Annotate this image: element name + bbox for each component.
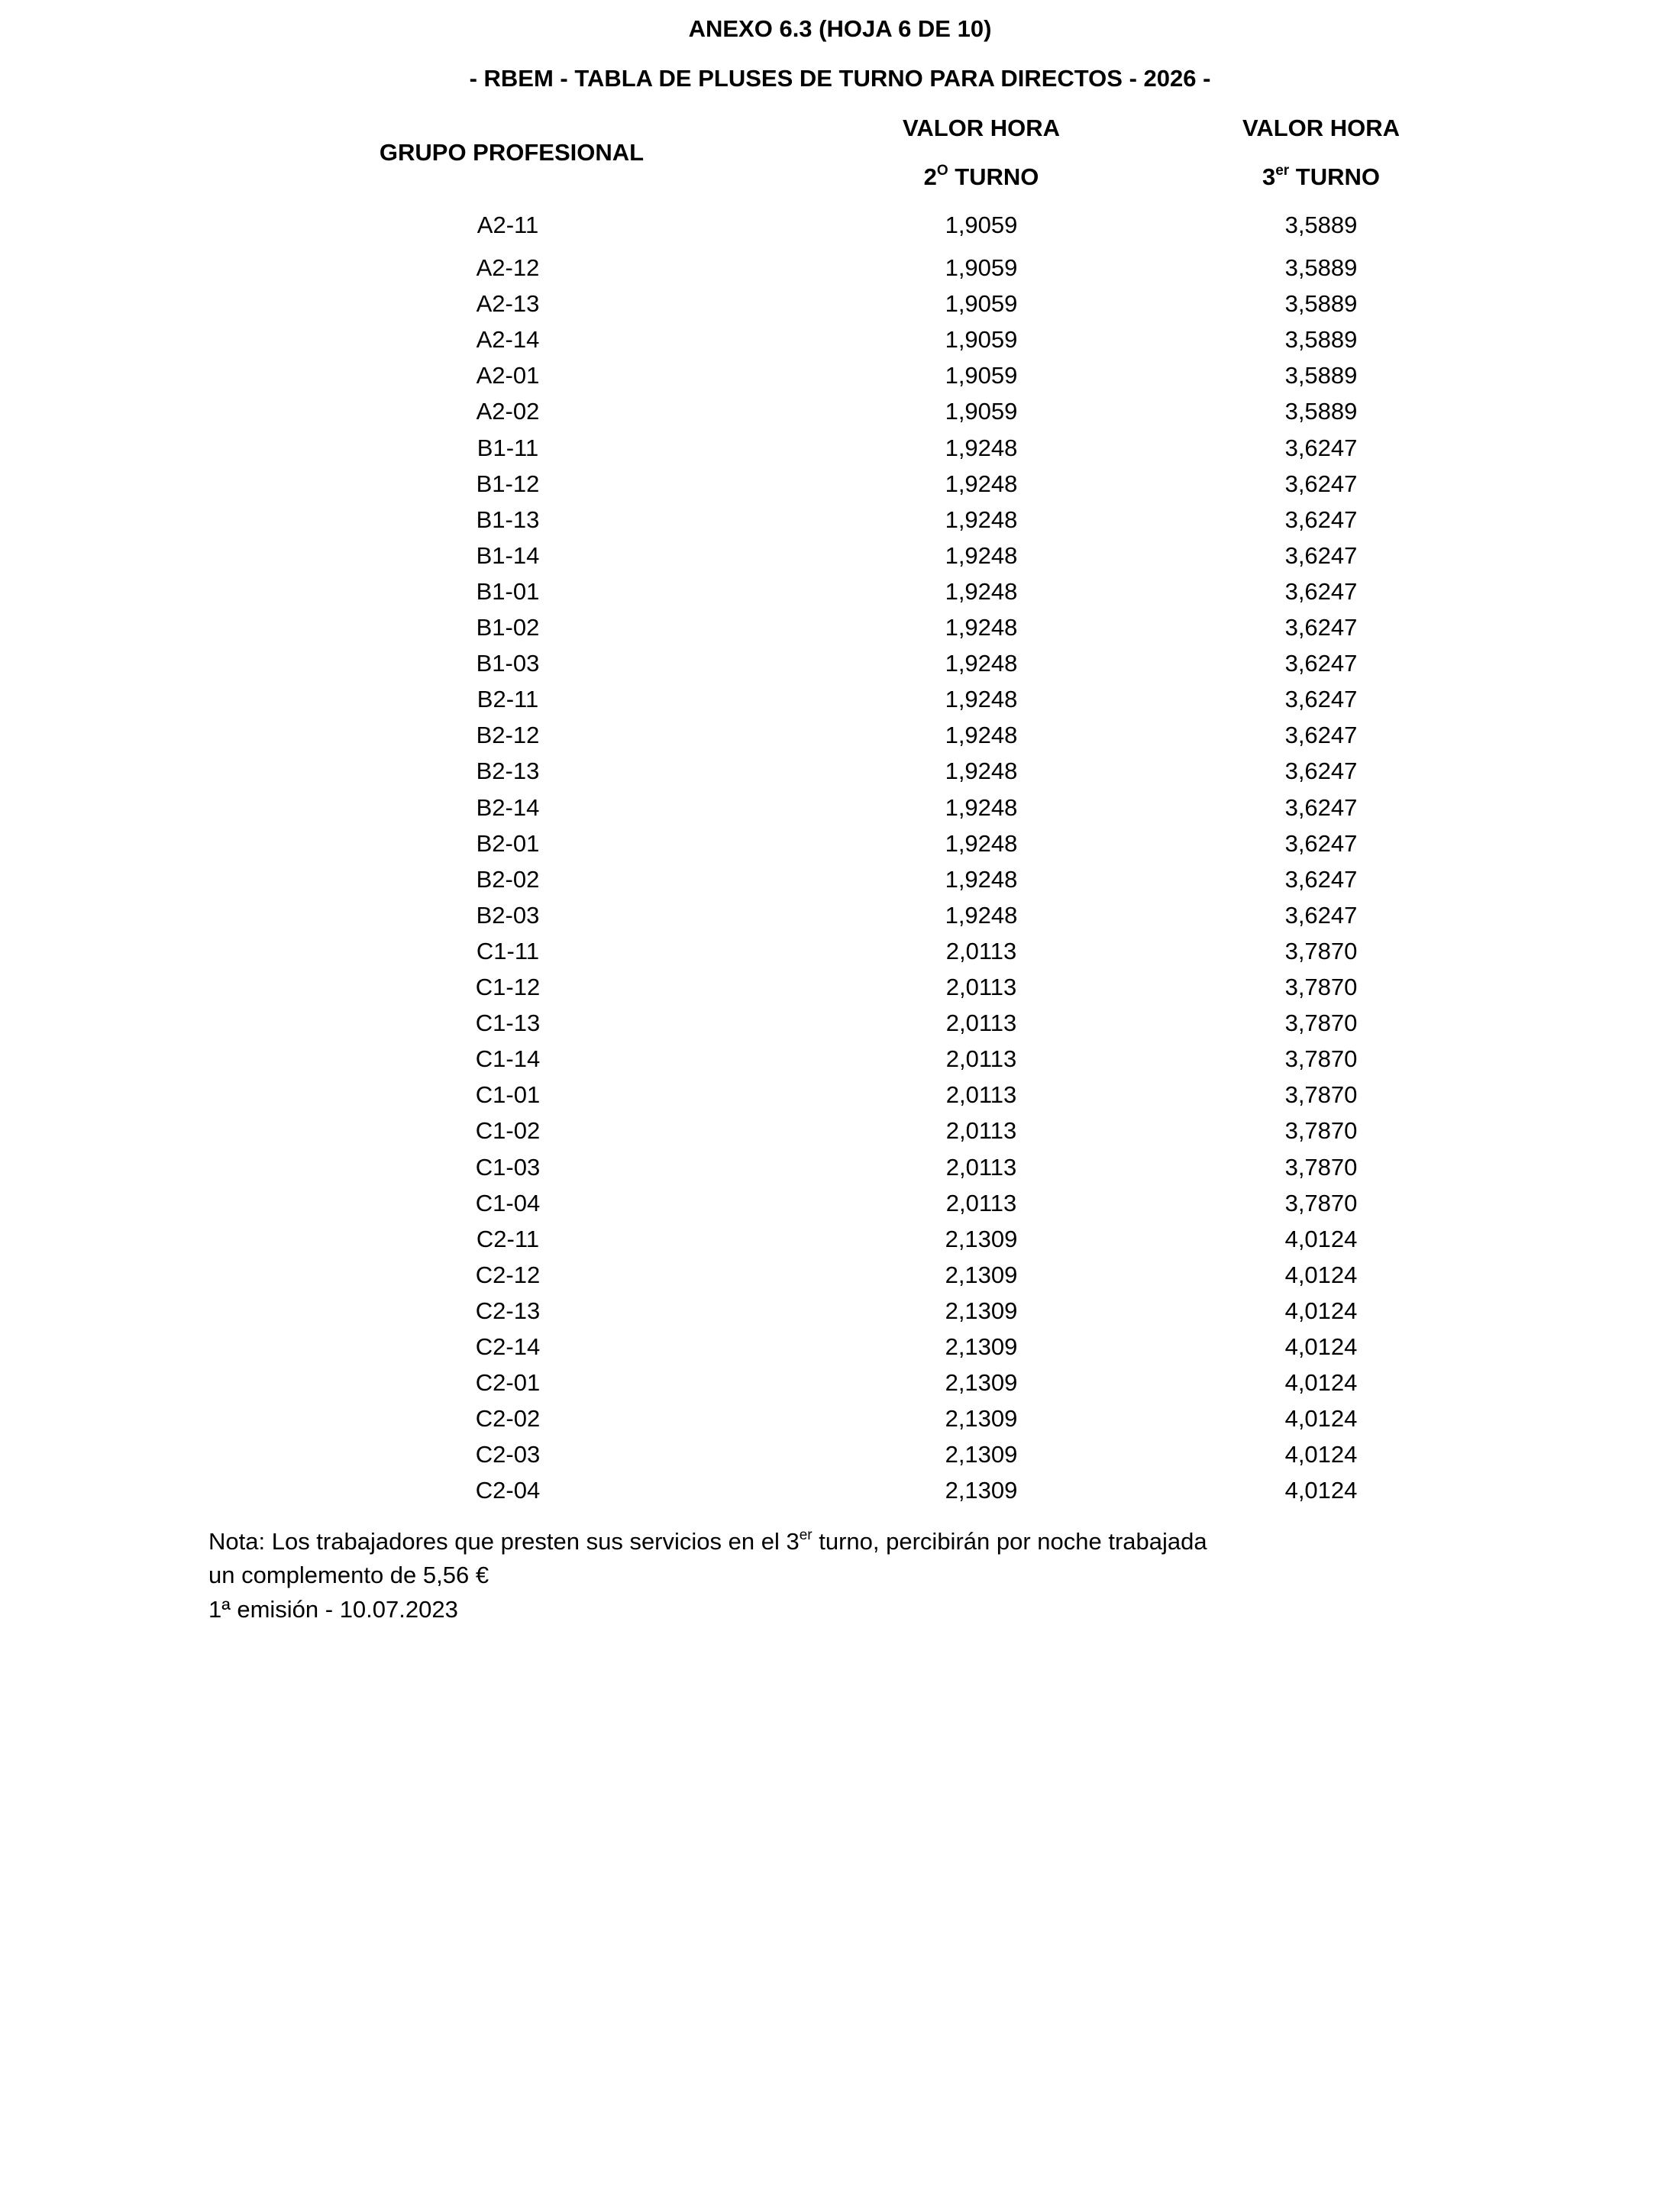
cell-grupo: B1-11 <box>477 434 539 461</box>
header-turno-2-label: TURNO <box>948 163 1039 190</box>
cell-valor-3-turno: 3,6247 <box>1284 470 1358 497</box>
table-row <box>0 360 1680 391</box>
cell-valor-2-turno: 1,9248 <box>945 793 1018 821</box>
cell-valor-2-turno: 2,0113 <box>945 1010 1017 1037</box>
cell-valor-3-turno: 3,6247 <box>1284 614 1358 641</box>
table-row <box>0 864 1680 895</box>
table-row <box>0 972 1680 1003</box>
cell-grupo: C1-02 <box>475 1117 541 1145</box>
cell-valor-3-turno: 3,6247 <box>1284 650 1358 677</box>
cell-grupo: B2-11 <box>477 686 539 713</box>
cell-grupo: C1-12 <box>475 974 541 1000</box>
cell-grupo: B2-13 <box>476 758 540 785</box>
cell-valor-3-turno: 3,5889 <box>1284 290 1358 318</box>
cell-valor-2-turno: 2,1309 <box>945 1261 1018 1288</box>
cell-valor-2-turno: 1,9059 <box>945 254 1018 281</box>
cell-valor-2-turno: 2,1309 <box>945 1297 1018 1324</box>
table-row <box>0 829 1680 859</box>
table-row <box>0 1260 1680 1291</box>
cell-valor-3-turno: 3,6247 <box>1284 793 1358 821</box>
cell-grupo: B1-03 <box>476 650 540 677</box>
note-line-2: un complemento de 5,56 € <box>208 1562 489 1588</box>
table-row <box>0 1224 1680 1255</box>
header-turno-2-superscript: O <box>936 163 948 179</box>
cell-valor-2-turno: 1,9248 <box>945 614 1018 641</box>
cell-grupo: B2-01 <box>476 829 540 857</box>
table-row <box>0 505 1680 535</box>
cell-valor-2-turno: 2,1309 <box>945 1333 1018 1360</box>
cell-valor-2-turno: 1,9059 <box>945 326 1018 354</box>
table-row <box>0 900 1680 931</box>
cell-valor-2-turno: 2,0113 <box>945 974 1017 1000</box>
cell-valor-3-turno: 3,5889 <box>1284 398 1358 425</box>
table-row <box>0 756 1680 787</box>
cell-valor-2-turno: 2,0113 <box>945 1081 1017 1109</box>
table-row <box>0 1296 1680 1326</box>
note-line-1-start: Nota: Los trabajadores que presten sus servicios en el 3 <box>208 1528 800 1555</box>
cell-valor-3-turno: 3,6247 <box>1284 722 1358 749</box>
cell-valor-2-turno: 2,1309 <box>945 1369 1018 1397</box>
cell-valor-3-turno: 3,6247 <box>1284 901 1358 929</box>
note-line-1 <box>208 1526 1207 1557</box>
table-row <box>0 793 1680 823</box>
cell-grupo: B2-03 <box>476 901 540 929</box>
table-row <box>0 577 1680 607</box>
cell-valor-3-turno: 3,7870 <box>1284 937 1358 964</box>
cell-valor-2-turno: 1,9248 <box>945 686 1018 713</box>
cell-valor-3-turno: 4,0124 <box>1284 1297 1358 1324</box>
cell-valor-2-turno: 1,9059 <box>945 398 1018 425</box>
table-row <box>0 720 1680 751</box>
header-turno-3-label: TURNO <box>1289 163 1381 190</box>
table-row <box>0 1044 1680 1074</box>
cell-valor-3-turno: 4,0124 <box>1284 1225 1358 1252</box>
cell-valor-3-turno: 4,0124 <box>1284 1369 1358 1397</box>
cell-valor-3-turno: 3,6247 <box>1284 758 1358 785</box>
cell-valor-2-turno: 1,9059 <box>945 212 1018 238</box>
cell-valor-2-turno: 2,1309 <box>945 1225 1018 1252</box>
table-row <box>0 612 1680 643</box>
cell-valor-2-turno: 1,9248 <box>945 541 1018 569</box>
cell-valor-3-turno: 3,7870 <box>1284 1010 1358 1037</box>
table-row <box>0 1475 1680 1506</box>
cell-valor-2-turno: 1,9248 <box>945 901 1018 929</box>
table-row <box>0 936 1680 967</box>
cell-valor-2-turno: 1,9059 <box>945 290 1018 318</box>
cell-valor-3-turno: 3,7870 <box>1284 974 1358 1000</box>
cell-grupo: C1-03 <box>475 1153 541 1181</box>
cell-valor-3-turno: 3,6247 <box>1284 829 1358 857</box>
cell-valor-2-turno: 1,9059 <box>945 362 1018 389</box>
cell-grupo: C1-13 <box>475 1010 541 1037</box>
cell-valor-2-turno: 2,0113 <box>945 937 1017 964</box>
cell-valor-2-turno: 2,0113 <box>945 1045 1017 1073</box>
cell-valor-3-turno: 4,0124 <box>1284 1441 1358 1468</box>
cell-grupo: A2-13 <box>476 290 540 318</box>
cell-valor-3-turno: 3,5889 <box>1284 362 1358 389</box>
cell-grupo: C2-01 <box>475 1369 541 1397</box>
cell-valor-3-turno: 3,7870 <box>1284 1117 1358 1145</box>
cell-valor-2-turno: 1,9248 <box>945 758 1018 785</box>
cell-grupo: B1-02 <box>476 614 540 641</box>
cell-grupo: A2-02 <box>476 398 540 425</box>
cell-valor-3-turno: 3,5889 <box>1284 212 1358 238</box>
table-row <box>0 1404 1680 1434</box>
cell-valor-3-turno: 3,6247 <box>1284 434 1358 461</box>
cell-valor-3-turno: 3,6247 <box>1284 865 1358 893</box>
table-row <box>0 469 1680 499</box>
cell-grupo: B1-13 <box>476 506 540 533</box>
cell-grupo: C2-14 <box>475 1333 541 1360</box>
cell-valor-2-turno: 2,0113 <box>945 1117 1017 1145</box>
cell-valor-3-turno: 3,6247 <box>1284 686 1358 713</box>
cell-valor-2-turno: 1,9248 <box>945 829 1018 857</box>
cell-grupo: C1-04 <box>475 1189 541 1216</box>
cell-valor-2-turno: 1,9248 <box>945 865 1018 893</box>
note-superscript: er <box>799 1527 813 1543</box>
table-row <box>0 541 1680 571</box>
cell-valor-2-turno: 1,9248 <box>945 722 1018 749</box>
note-line-1-end: turno, percibirán por noche trabajada <box>812 1528 1207 1555</box>
table-row <box>0 1439 1680 1470</box>
cell-valor-3-turno: 3,6247 <box>1284 577 1358 605</box>
table-row <box>0 433 1680 464</box>
cell-valor-2-turno: 2,1309 <box>945 1477 1018 1504</box>
table-row <box>0 648 1680 679</box>
cell-valor-3-turno: 3,7870 <box>1284 1153 1358 1181</box>
table-row <box>0 1368 1680 1398</box>
cell-valor-2-turno: 1,9248 <box>945 577 1018 605</box>
cell-grupo: B1-12 <box>476 470 540 497</box>
cell-valor-3-turno: 4,0124 <box>1284 1405 1358 1433</box>
header-turno-2 <box>829 162 1134 192</box>
header-turno-3-number: 3 <box>1262 163 1276 190</box>
header-valor-hora-3: VALOR HORA <box>1242 115 1401 141</box>
cell-grupo: C2-12 <box>475 1261 541 1288</box>
header-turno-2-number: 2 <box>923 163 937 190</box>
table-row <box>0 289 1680 319</box>
cell-valor-2-turno: 2,0113 <box>945 1153 1017 1181</box>
cell-grupo: C1-14 <box>475 1045 541 1073</box>
header-turno-3 <box>1168 162 1474 192</box>
cell-valor-3-turno: 3,6247 <box>1284 541 1358 569</box>
cell-valor-2-turno: 2,1309 <box>945 1405 1018 1433</box>
table-row <box>0 1152 1680 1183</box>
cell-valor-2-turno: 1,9248 <box>945 470 1018 497</box>
cell-grupo: A2-14 <box>476 326 540 354</box>
cell-grupo: C2-03 <box>475 1441 541 1468</box>
table-row <box>0 325 1680 355</box>
document-title: ANEXO 6.3 (HOJA 6 DE 10) <box>688 15 992 42</box>
cell-valor-3-turno: 3,7870 <box>1284 1189 1358 1216</box>
cell-grupo: C2-02 <box>475 1405 541 1433</box>
table-row <box>0 396 1680 427</box>
table-row <box>0 210 1680 241</box>
cell-grupo: B1-14 <box>476 541 540 569</box>
table-row <box>0 253 1680 283</box>
document-subtitle: - RBEM - TABLA DE PLUSES DE TURNO PARA DIRECTOS - 2026 - <box>469 65 1211 92</box>
cell-valor-3-turno: 4,0124 <box>1284 1477 1358 1504</box>
cell-grupo: A2-01 <box>476 362 540 389</box>
header-turno-3-superscript: er <box>1275 163 1290 179</box>
header-valor-hora-2: VALOR HORA <box>902 115 1061 141</box>
cell-valor-2-turno: 1,9248 <box>945 506 1018 533</box>
cell-grupo: B2-14 <box>476 793 540 821</box>
cell-grupo: C2-04 <box>475 1477 541 1504</box>
cell-valor-2-turno: 1,9248 <box>945 650 1018 677</box>
header-group-profesional: GRUPO PROFESIONAL <box>379 139 645 166</box>
cell-valor-2-turno: 2,1309 <box>945 1441 1018 1468</box>
cell-grupo: A2-11 <box>477 212 539 238</box>
cell-grupo: C2-11 <box>476 1225 540 1252</box>
cell-valor-3-turno: 3,7870 <box>1284 1081 1358 1109</box>
cell-valor-2-turno: 2,0113 <box>945 1189 1017 1216</box>
cell-valor-3-turno: 4,0124 <box>1284 1333 1358 1360</box>
cell-valor-3-turno: 3,5889 <box>1284 326 1358 354</box>
table-row <box>0 1116 1680 1146</box>
cell-valor-2-turno: 1,9248 <box>945 434 1018 461</box>
table-row <box>0 684 1680 715</box>
table-row <box>0 1332 1680 1362</box>
cell-grupo: B1-01 <box>476 577 540 605</box>
cell-grupo: C2-13 <box>475 1297 541 1324</box>
cell-grupo: B2-02 <box>476 865 540 893</box>
cell-valor-3-turno: 4,0124 <box>1284 1261 1358 1288</box>
cell-valor-3-turno: 3,5889 <box>1284 254 1358 281</box>
cell-grupo: B2-12 <box>476 722 540 749</box>
cell-grupo: C1-11 <box>476 937 540 964</box>
cell-valor-3-turno: 3,7870 <box>1284 1045 1358 1073</box>
cell-grupo: A2-12 <box>476 254 540 281</box>
emission-line: 1ª emisión - 10.07.2023 <box>208 1596 458 1623</box>
cell-grupo: C1-01 <box>475 1081 541 1109</box>
table-row <box>0 1188 1680 1219</box>
table-row <box>0 1080 1680 1110</box>
cell-valor-3-turno: 3,6247 <box>1284 506 1358 533</box>
table-row <box>0 1008 1680 1039</box>
